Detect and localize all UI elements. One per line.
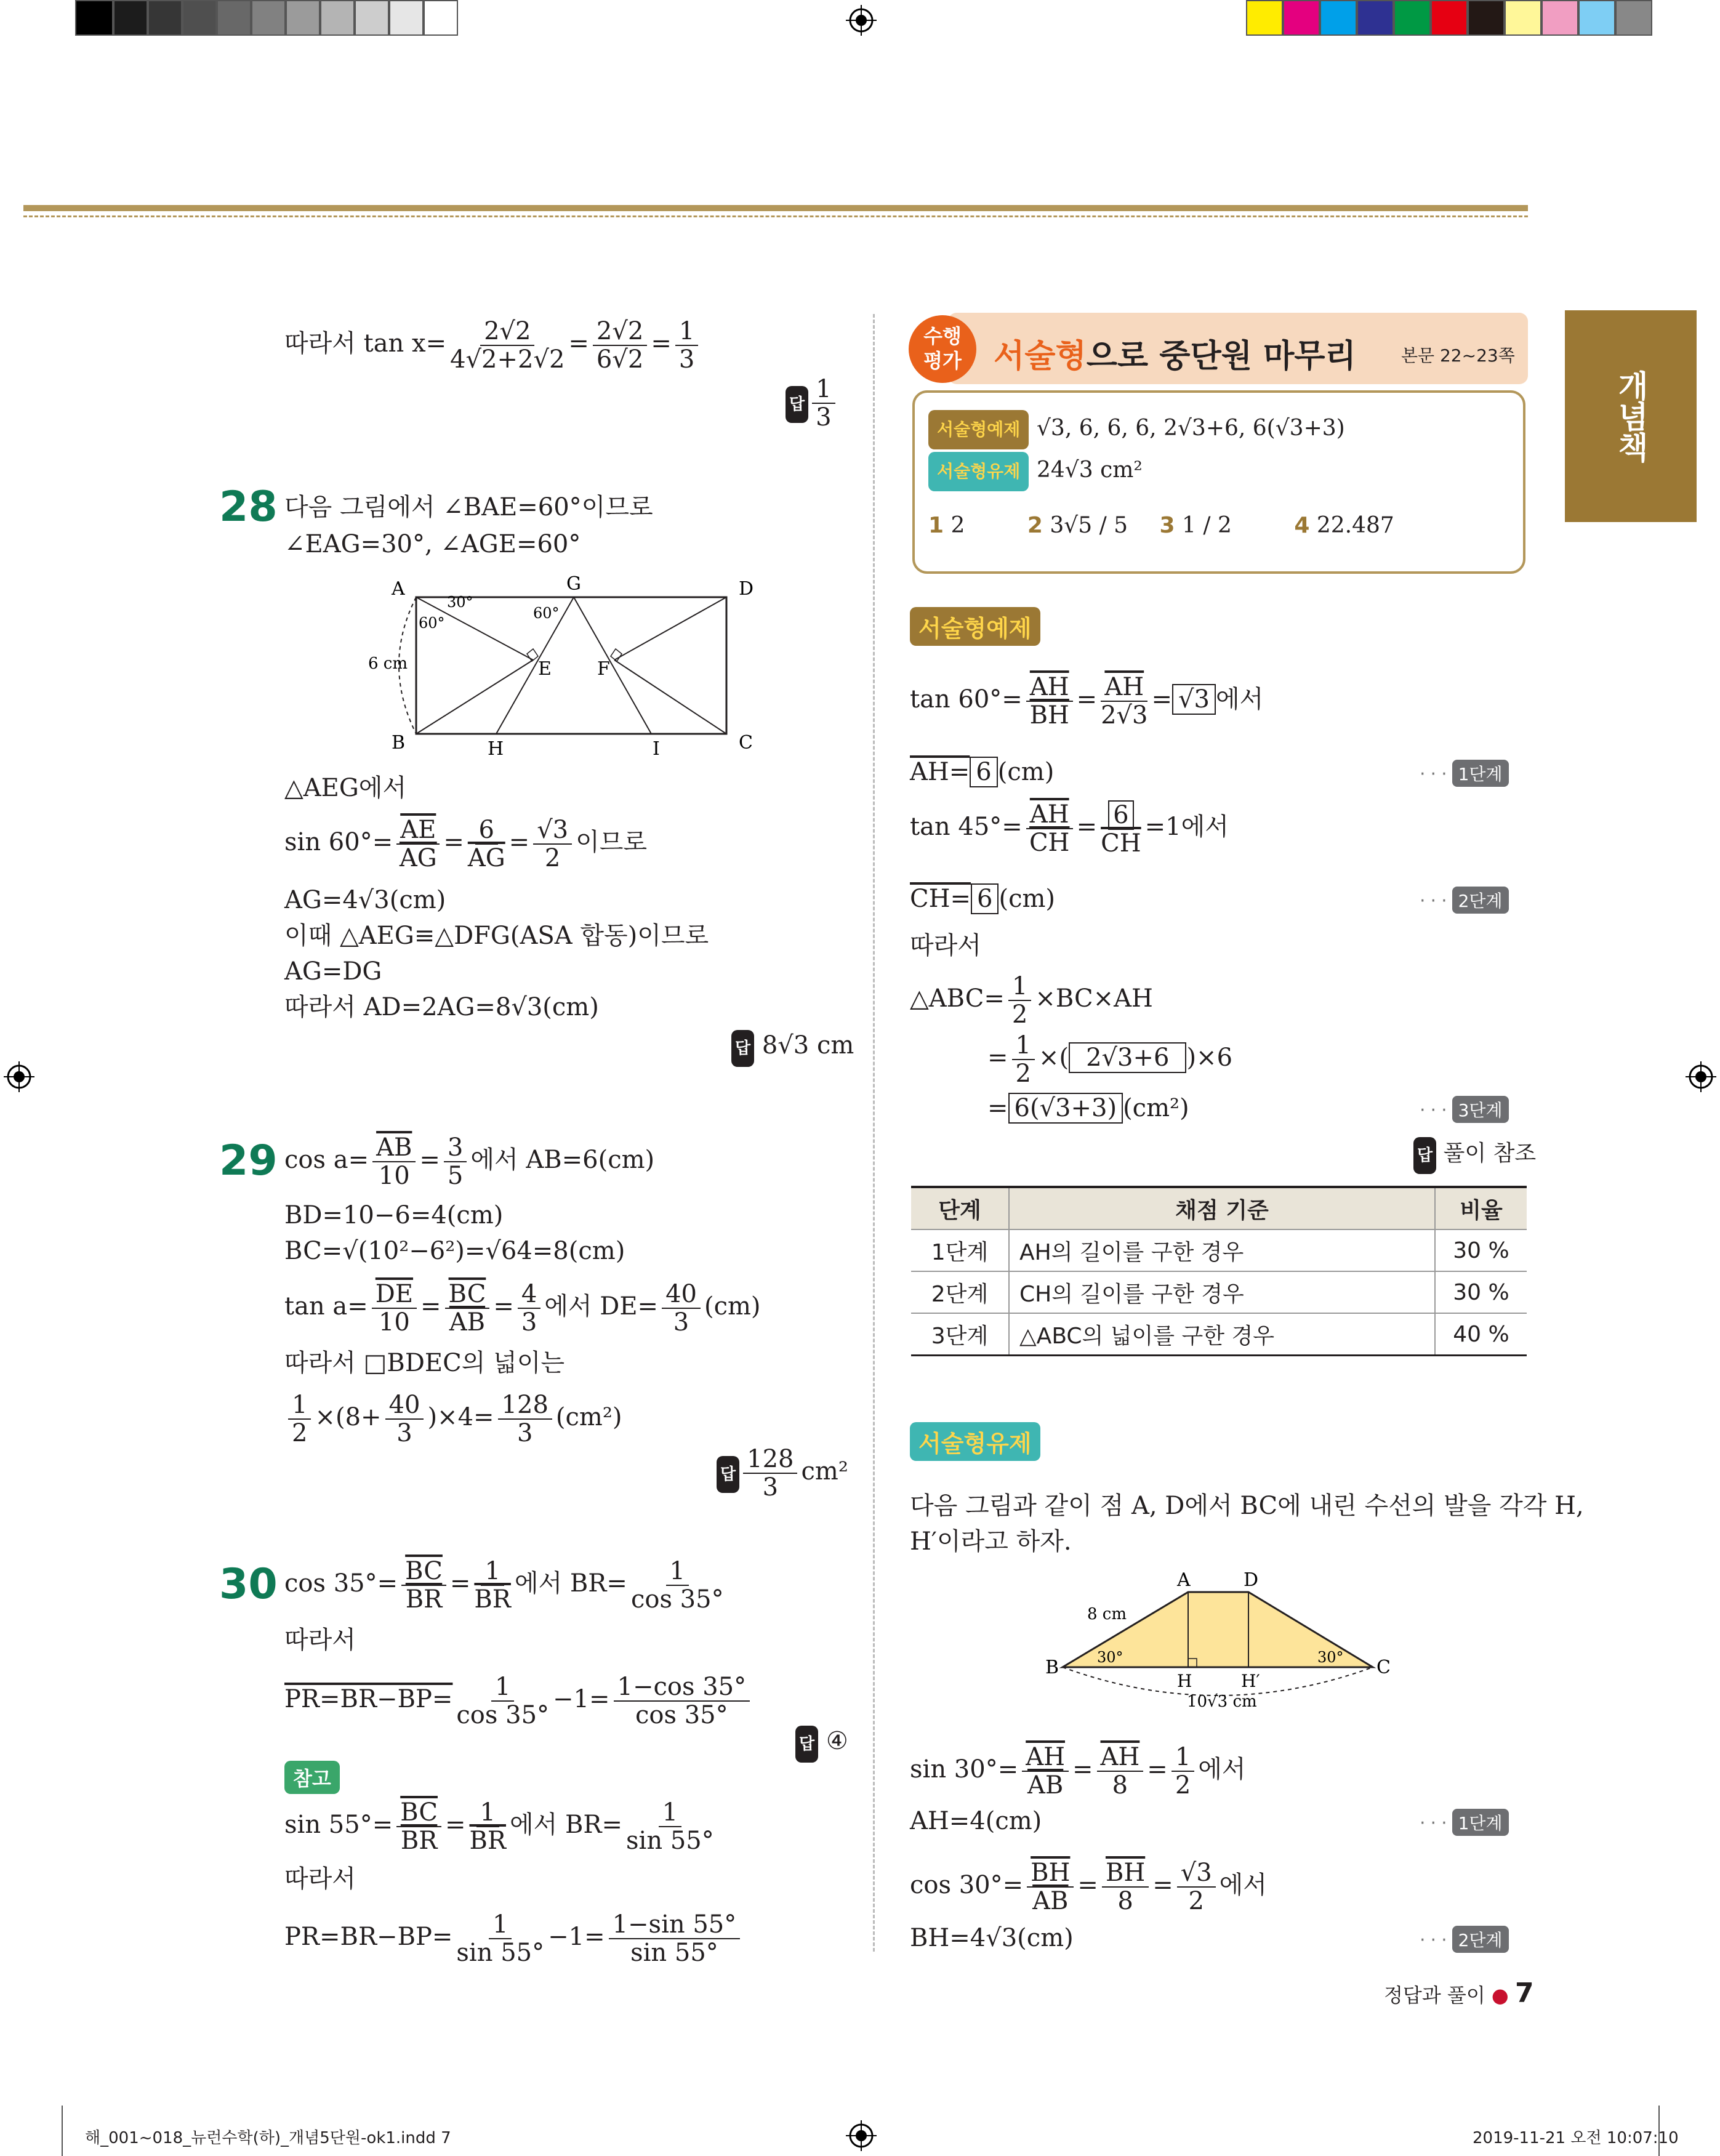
fig28-angle-30: 30°	[447, 593, 473, 611]
grading-header-criteria: 채점 기준	[1009, 1187, 1435, 1229]
answer-29: 답 $\frac{128}{3}$ cm²	[717, 1446, 848, 1501]
answer-example: 답 풀이 참조	[1413, 1136, 1536, 1174]
p30-cos-line: cos 35°= $\frac{\overline{BC}}{BR}$ = $\frac{1}{BR}$ 에서 BR= $\frac{1}{\cos 35^\circ}$	[284, 1557, 724, 1614]
fig28-angle-60: 60°	[419, 614, 445, 632]
table-row: 3단계 △ABC의 넓이를 구한 경우 40 %	[911, 1313, 1527, 1356]
abc-line2: = $\frac{1}{2}$ ×( 2√3+6 )×6	[987, 1031, 1233, 1088]
performance-badge: 수행 평가	[909, 315, 976, 383]
fig28-label-I: I	[653, 738, 660, 760]
grading-table	[911, 1186, 1527, 1356]
fig-angle-c: 30°	[1317, 1649, 1344, 1666]
p30-pr-line: PR=BR−BP= $\frac{1}{\cos 35^\circ}$ −1= $\frac{1-\cos 35^\circ}{\cos 35^\circ}$	[284, 1673, 754, 1729]
so-line: 따라서	[910, 931, 981, 960]
p29-line2: BD=10−6=4(cm)	[284, 1201, 504, 1229]
similar-line2: H′이라고 하자.	[910, 1527, 1072, 1556]
registration-mark-top	[846, 5, 877, 36]
note-sin-line: sin 55°= $\frac{\overline{BC}}{BR}$ = $\frac{1}{BR}$ 에서 BR= $\frac{1}{\sin 55^\circ}$	[284, 1798, 714, 1855]
problem-29-number: 29	[219, 1136, 278, 1185]
fig28-label-D: D	[739, 578, 754, 600]
similar-tag: 서술형유제	[910, 1422, 1040, 1461]
fig-label-Hprime: H′	[1241, 1671, 1260, 1691]
p28-line6: 이때 △AEG≡△DFG(ASA 합동)이므로	[284, 922, 709, 950]
registration-mark-bottom	[846, 2120, 877, 2151]
problem-30-number: 30	[219, 1560, 278, 1609]
p29-line3: BC=√(10²−6²)=√64=8(cm)	[284, 1237, 625, 1265]
p28-sin-line: sin 60°= $\frac{\overline{AE}}{AG}$ = $\frac{6}{AG}$ = $\frac{√3}{2}$ 이므로	[284, 816, 648, 872]
ch-line: CH= 6 (cm)	[910, 885, 1056, 913]
sin30-line: sin 30°= $\frac{\overline{AH}}{AB}$ = $\frac{\overline{AH}}{8}$ = $\frac{1}{2}$ 에서	[910, 1743, 1246, 1800]
registration-mark-right	[1686, 1061, 1716, 1092]
cos30-line: cos 30°= $\frac{\overline{BH}}{AB}$ = $\frac{\overline{BH}}{8}$ = $\frac{√3}{2}$ 에서	[910, 1859, 1267, 1915]
p29-line5: 따라서 □BDEC의 넓이는	[284, 1349, 565, 1377]
grayscale-bar	[75, 0, 458, 36]
similar-line1: 다음 그림과 같이 점 A, D에서 BC에 내린 수선의 발을 각각 H,	[910, 1492, 1584, 1520]
p28-line7: AG=DG	[284, 957, 382, 986]
answer-box-items: 1 2 2 3√5 / 5 3 1 / 2 4 22.487	[928, 513, 1394, 538]
answer-27: 답 $\frac{1}{3}$	[786, 376, 839, 431]
color-bar	[1246, 0, 1652, 36]
section-title: 서술형으로 중단원 마무리	[994, 338, 1356, 375]
fig-label-D: D	[1244, 1569, 1259, 1591]
fig28-side-label: 6 cm	[368, 654, 408, 673]
fig28-label-A: A	[392, 578, 405, 600]
p28-line1: 다음 그림에서 ∠BAE=60°이므로	[284, 493, 653, 521]
step3-mark: ··· 3단계	[1420, 1096, 1509, 1123]
p28-line5: AG=4√3(cm)	[284, 886, 446, 914]
side-tab[interactable]: 개념책	[1565, 310, 1697, 522]
page-footer: 정답과 풀이 ● 7	[1384, 1977, 1534, 2009]
fig-label-C: C	[1376, 1657, 1391, 1678]
fig-ab-length: 8 cm	[1087, 1605, 1127, 1623]
tan45-line: tan 45°= $\frac{\overline{AH}}{CH}$ = $\frac{6}{CH}$ =1에서	[910, 800, 1229, 858]
tanx-line: 따라서 tan x= $\frac{2√2}{4√2+2√2}$ = $\frac{2√2}{6√2}$ = $\frac{1}{3}$	[284, 318, 702, 373]
fig28-label-B: B	[392, 732, 406, 754]
column-divider	[873, 314, 875, 1952]
section-pages: 본문 22~23쪽	[1401, 345, 1515, 366]
ah2-line: AH=4(cm)	[910, 1807, 1042, 1835]
fig28-label-E: E	[538, 658, 552, 680]
tan60-line: tan 60°= $\frac{\overline{AH}}{BH}$ = $\frac{\overline{AH}}{2√3}$ = √3 에서	[910, 673, 1264, 730]
fig-label-A: A	[1177, 1569, 1191, 1591]
p28-line3: △AEG에서	[284, 774, 407, 802]
step2-mark: ··· 2단계	[1420, 887, 1509, 914]
step1-mark: ··· 1단계	[1420, 760, 1509, 787]
table-row: 1단계 AH의 길이를 구한 경우 30 %	[911, 1229, 1527, 1271]
fig28-label-C: C	[739, 732, 753, 754]
fig-label-B: B	[1045, 1657, 1059, 1678]
fig28-label-G: G	[566, 573, 581, 595]
header-dash	[23, 215, 1528, 217]
crop-mark-left	[62, 2106, 63, 2156]
step2b-mark: ··· 2단계	[1420, 1926, 1509, 1953]
fig-label-H: H	[1177, 1671, 1192, 1691]
fig-bc-length: 10√3 cm	[1187, 1692, 1257, 1711]
fig28-angle-g60: 60°	[533, 605, 560, 622]
p29-cos-line: cos a= $\frac{\overline{AB}}{10}$ = $\frac{3}{5}$ 에서 AB=6(cm)	[284, 1133, 655, 1190]
p28-line8: 따라서 AD=2AG=8√3(cm)	[284, 993, 599, 1021]
problem-28-number: 28	[219, 483, 278, 531]
abc-line3: = 6(√3+3) (cm²)	[987, 1094, 1189, 1122]
fig-angle-b: 30°	[1097, 1649, 1123, 1666]
grading-header-ratio: 비율	[1435, 1187, 1527, 1229]
grading-header-row	[911, 1187, 1527, 1229]
registration-mark-left	[4, 1061, 34, 1092]
slug-date: 2019-11-21 오전 10:07:10	[1473, 2129, 1679, 2147]
bh-line: BH=4√3(cm)	[910, 1924, 1074, 1952]
p30-line2: 따라서	[284, 1626, 356, 1654]
header-rule	[23, 205, 1528, 211]
answer-box-example: 서술형예제 √3, 6, 6, 6, 2√3+6, 6(√3+3)	[928, 410, 1345, 449]
answer-28: 답 8√3 cm	[731, 1028, 854, 1067]
p28-line2: ∠EAG=30°, ∠AGE=60°	[284, 530, 581, 558]
figure-28	[357, 566, 776, 763]
p29-area-line: $\frac{1}{2}$ ×(8+ $\frac{40}{3}$ )×4= $\frac{128}{3}$ (cm²)	[284, 1391, 622, 1447]
note-tag: 참고	[284, 1761, 340, 1794]
p29-tan-line: tan a= $\frac{\overline{DE}}{10}$ = $\frac{\overline{BC}}{AB}$ = $\frac{4}{3}$ 에서 DE= $\frac{40}{3}$ (cm)	[284, 1280, 761, 1337]
grading-header-step: 단계	[911, 1187, 1009, 1229]
table-row: 2단계 CH의 길이를 구한 경우 30 %	[911, 1271, 1527, 1313]
ah-line: AH= 6 (cm)	[910, 758, 1055, 786]
example-tag: 서술형예제	[910, 607, 1040, 646]
note-line2: 따라서	[284, 1865, 356, 1893]
answer-box-similar: 서술형유제 24√3 cm²	[928, 452, 1143, 491]
note-pr-line: PR=BR−BP= $\frac{1}{\sin 55^\circ}$ −1= $\frac{1-\sin 55^\circ}{\sin 55^\circ}$	[284, 1911, 744, 1966]
slug-file: 해_001~018_뉴런수학(하)_개념5단원-ok1.indd 7	[85, 2129, 451, 2147]
fig28-label-H: H	[488, 738, 504, 760]
abc-line: △ABC= $\frac{1}{2}$ ×BC×AH	[910, 972, 1153, 1029]
figure-trapezoid	[1040, 1564, 1410, 1712]
fig28-label-F: F	[597, 658, 610, 680]
step1b-mark: ··· 1단계	[1420, 1809, 1509, 1836]
answer-30: 답 ④	[795, 1724, 848, 1763]
